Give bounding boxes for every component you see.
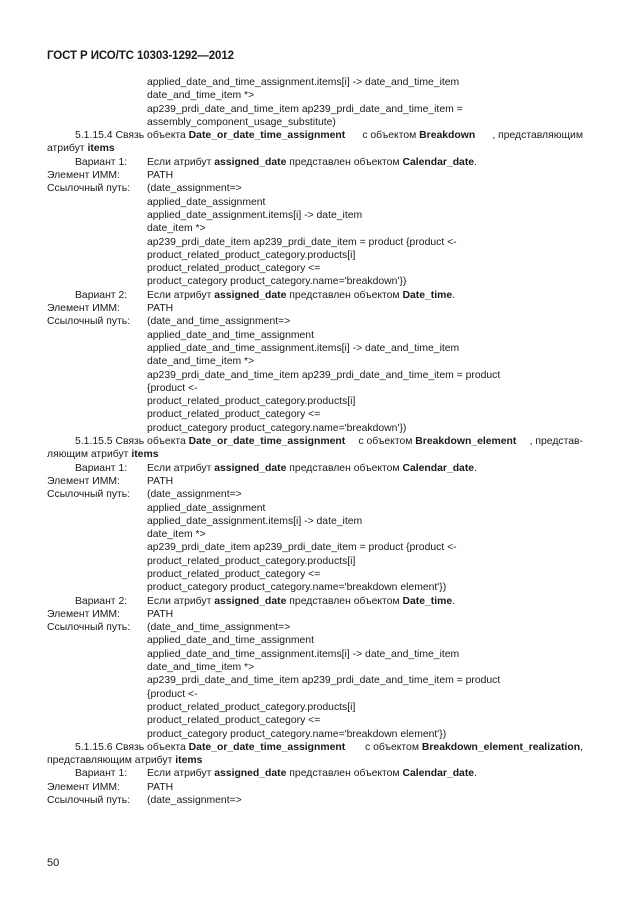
variant-label: Вариант 1: bbox=[75, 156, 128, 168]
element-label: Элемент ИММ: bbox=[47, 303, 120, 315]
variant-text: Если атрибут assigned_date представлен объектом Calendar_date. bbox=[147, 462, 477, 474]
section-heading-cont: атрибут items bbox=[47, 143, 115, 155]
element-label: Элемент ИММ: bbox=[47, 608, 120, 620]
path-line: (date_assignment=> bbox=[147, 183, 242, 195]
element-value: PATH bbox=[147, 475, 174, 487]
section-heading-cont: представляющим атрибут items bbox=[47, 755, 203, 767]
variant-text: Если атрибут assigned_date представлен объектом Calendar_date. bbox=[147, 156, 477, 168]
path-line: date_item *> bbox=[147, 223, 206, 235]
element-label: Элемент ИММ: bbox=[47, 781, 120, 793]
section-heading: 5.1.15.6 Связь объекта Date_or_date_time_assignment с объектом Breakdown_element_realization, bbox=[75, 741, 583, 753]
section-heading-cont: ляющим атрибут items bbox=[47, 449, 159, 461]
path-line: product_related_product_category.products[i] bbox=[147, 249, 356, 261]
path-line: product_category product_category.name='breakdown element'}) bbox=[147, 728, 447, 740]
path-line: product_related_product_category <= bbox=[147, 263, 321, 275]
variant-label: Вариант 2: bbox=[75, 289, 128, 301]
path-line: applied_date_assignment bbox=[147, 196, 266, 208]
variant-label: Вариант 1: bbox=[75, 768, 128, 780]
path-line: (date_assignment=> bbox=[147, 795, 242, 807]
variant-label: Вариант 1: bbox=[75, 462, 128, 474]
path-line: assembly_component_usage_substitute) bbox=[147, 116, 336, 128]
path-line: ap239_prdi_date_and_time_item ap239_prdi_date_and_time_item = product bbox=[147, 369, 501, 381]
path-line: date_and_time_item *> bbox=[147, 356, 255, 368]
variant-text: Если атрибут assigned_date представлен объектом Date_time. bbox=[147, 289, 456, 301]
path-line: {product <- bbox=[147, 382, 198, 394]
path-label: Ссылочный путь: bbox=[47, 489, 131, 501]
variant-text: Если атрибут assigned_date представлен объектом Date_time. bbox=[147, 595, 456, 607]
path-line: product_category product_category.name='breakdown'}) bbox=[147, 276, 407, 288]
path-line: (date_and_time_assignment=> bbox=[147, 622, 291, 634]
element-label: Элемент ИММ: bbox=[47, 170, 120, 182]
path-line: applied_date_and_time_assignment.items[i] -> date_and_time_item bbox=[147, 342, 460, 354]
path-line: ap239_prdi_date_item ap239_prdi_date_item = product {product <- bbox=[147, 542, 457, 554]
path-line: applied_date_and_time_assignment.items[i] -> date_and_time_item bbox=[147, 648, 460, 660]
path-line: product_related_product_category <= bbox=[147, 568, 321, 580]
path-label: Ссылочный путь: bbox=[47, 795, 131, 807]
path-line: product_related_product_category.products[i] bbox=[147, 555, 356, 567]
path-line: ap239_prdi_date_item ap239_prdi_date_item = product {product <- bbox=[147, 236, 457, 248]
path-line: (date_assignment=> bbox=[147, 489, 242, 501]
element-value: PATH bbox=[147, 608, 174, 620]
document-header: ГОСТ Р ИСО/ТС 10303-1292—2012 bbox=[47, 50, 234, 62]
path-line: date_and_time_item *> bbox=[147, 90, 255, 102]
path-line: applied_date_and_time_assignment.items[i] -> date_and_time_item bbox=[147, 77, 460, 88]
path-line: applied_date_assignment.items[i] -> date_item bbox=[147, 515, 363, 527]
path-line: product_category product_category.name='breakdown'}) bbox=[147, 422, 407, 434]
path-line: ap239_prdi_date_and_time_item ap239_prdi_date_and_time_item = bbox=[147, 103, 463, 115]
document-body bbox=[0, 76, 630, 807]
variant-label: Вариант 2: bbox=[75, 595, 128, 607]
element-value: PATH bbox=[147, 303, 174, 315]
element-label: Элемент ИММ: bbox=[47, 475, 120, 487]
element-value: PATH bbox=[147, 170, 174, 182]
path-label: Ссылочный путь: bbox=[47, 622, 131, 634]
path-line: (date_and_time_assignment=> bbox=[147, 316, 291, 328]
path-line: product_related_product_category <= bbox=[147, 409, 321, 421]
path-line: product_category product_category.name='breakdown element'}) bbox=[147, 582, 447, 594]
page-number: 50 bbox=[47, 857, 60, 869]
path-line: date_item *> bbox=[147, 529, 206, 541]
path-label: Ссылочный путь: bbox=[47, 183, 131, 195]
path-label: Ссылочный путь: bbox=[47, 316, 131, 328]
path-line: date_and_time_item *> bbox=[147, 662, 255, 674]
path-line: product_related_product_category <= bbox=[147, 715, 321, 727]
section-heading: 5.1.15.4 Связь объекта Date_or_date_time_assignment с объектом Breakdown , представляющим bbox=[75, 130, 583, 142]
path-line: product_related_product_category.products[i] bbox=[147, 396, 356, 408]
path-line: product_related_product_category.products[i] bbox=[147, 701, 356, 713]
element-value: PATH bbox=[147, 781, 174, 793]
path-line: applied_date_assignment bbox=[147, 502, 266, 514]
path-line: {product <- bbox=[147, 688, 198, 700]
path-line: applied_date_and_time_assignment bbox=[147, 635, 314, 647]
path-line: applied_date_and_time_assignment bbox=[147, 329, 314, 341]
section-heading: 5.1.15.5 Связь объекта Date_or_date_time_assignment с объектом Breakdown_element , представ- bbox=[75, 436, 583, 448]
path-line: ap239_prdi_date_and_time_item ap239_prdi_date_and_time_item = product bbox=[147, 675, 501, 687]
variant-text: Если атрибут assigned_date представлен объектом Calendar_date. bbox=[147, 768, 477, 780]
path-line: applied_date_assignment.items[i] -> date_item bbox=[147, 209, 363, 221]
